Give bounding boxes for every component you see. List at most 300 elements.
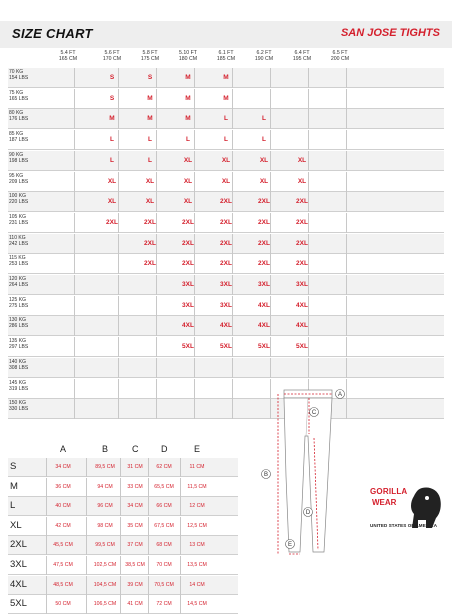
weight-lbs: 242 LBS: [9, 240, 29, 247]
weight-lbs: 264 LBS: [9, 282, 29, 288]
measurement-cell: 11,5 CM: [187, 483, 207, 490]
size-cell: XL: [145, 177, 155, 185]
measurement-cell: 45,5 CM: [53, 542, 73, 549]
size-cell: 4XL: [296, 301, 308, 309]
measurement-divider: [46, 595, 47, 614]
weight-kg: 115 KG: [9, 255, 26, 262]
size-cell: XL: [183, 198, 193, 206]
height-ft: 6.5 FT: [332, 50, 348, 56]
measurement-divider: [180, 517, 181, 536]
measurement-divider: [86, 536, 87, 555]
measurement-divider: [148, 517, 149, 536]
weight-kg: 85 KG: [9, 131, 24, 138]
weight-kg: 105 KG: [9, 213, 26, 220]
size-cell: 2XL: [106, 218, 118, 226]
size-cell: 2XL: [296, 198, 308, 206]
size-cell: L: [224, 136, 228, 144]
column-divider: [346, 213, 347, 233]
weight-label: [9, 214, 41, 226]
size-cell: XL: [297, 177, 307, 185]
measurement-header: D: [161, 444, 168, 454]
measurement-divider: [46, 556, 47, 575]
measurement-cell: 70 CM: [156, 562, 172, 568]
measurement-cell: 40 CM: [55, 503, 71, 510]
measurement-size: S: [10, 461, 17, 472]
size-cell: 4XL: [296, 322, 308, 330]
column-divider: [118, 296, 119, 316]
measurement-row: [8, 576, 238, 595]
measurement-divider: [148, 595, 149, 614]
column-divider: [194, 358, 195, 378]
size-cell: M: [223, 94, 229, 102]
diagram-label: D: [305, 510, 311, 517]
measurement-row: [8, 478, 238, 497]
weight-label: [9, 69, 41, 81]
table-row: [8, 275, 444, 295]
weight-kg: 110 KG: [9, 234, 26, 241]
column-divider: [194, 399, 195, 419]
height-ft: 6.4 FT: [294, 50, 310, 56]
measurement-divider: [46, 458, 47, 477]
measurement-divider: [86, 478, 87, 497]
page-title: SIZE CHART: [12, 26, 93, 41]
column-divider: [74, 337, 75, 357]
measurement-cell: 33 CM: [127, 483, 143, 490]
measurement-cell: 41 CM: [127, 601, 143, 608]
diagram-label: E: [287, 542, 293, 549]
measurement-divider: [148, 458, 149, 477]
size-cell: 2XL: [258, 218, 270, 226]
measurement-divider: [46, 536, 47, 555]
product-name: SAN JOSE TIGHTS: [340, 27, 440, 39]
measurement-cell: 65,5 CM: [154, 483, 174, 490]
weight-label: [9, 193, 41, 205]
measurement-cell: 50 CM: [55, 601, 71, 608]
logo-word-2: WEAR: [372, 498, 397, 507]
size-cell: 2XL: [182, 239, 194, 247]
column-divider: [156, 296, 157, 316]
weight-kg: 100 KG: [9, 193, 26, 200]
table-row: [8, 379, 444, 399]
measurement-cell: 34 CM: [127, 503, 143, 510]
measurement-cell: 62 CM: [156, 464, 172, 470]
table-row: [8, 68, 444, 88]
measurement-row: [8, 458, 238, 477]
size-cell: 5XL: [296, 343, 308, 351]
weight-kg: 130 KG: [9, 317, 26, 324]
weight-kg: 90 KG: [9, 151, 24, 158]
measurement-cell: 99,5 CM: [95, 542, 115, 549]
height-ft: 5.6 FT: [104, 50, 120, 56]
weight-lbs: 308 LBS: [9, 364, 29, 371]
column-divider: [74, 399, 75, 419]
measurement-header: C: [132, 444, 139, 454]
size-cell: L: [110, 156, 114, 164]
column-divider: [156, 379, 157, 399]
table-row: [8, 89, 444, 109]
size-cell: M: [147, 115, 153, 123]
size-cell: XL: [297, 156, 307, 164]
size-cell: 4XL: [258, 301, 270, 309]
measurement-cell: 37 CM: [127, 542, 143, 549]
measurement-cell: 66 CM: [156, 503, 172, 510]
size-cell: 2XL: [144, 260, 156, 268]
weight-lbs: 253 LBS: [9, 261, 29, 268]
measurement-divider: [46, 576, 47, 595]
size-cell: M: [185, 115, 191, 123]
column-divider: [118, 316, 119, 336]
table-row: [8, 192, 444, 212]
size-cell: S: [109, 74, 115, 81]
column-divider: [194, 379, 195, 399]
weight-label: [9, 255, 41, 267]
height-cm: 165 CM: [58, 56, 78, 62]
weight-label: [9, 400, 41, 412]
measurement-divider: [180, 478, 181, 497]
measurement-size: 4XL: [10, 578, 27, 590]
height-header: [244, 50, 284, 62]
weight-kg: 135 KG: [9, 338, 26, 345]
size-cell: M: [109, 115, 115, 123]
weight-lbs: 209 LBS: [9, 178, 29, 185]
weight-label: [9, 152, 41, 164]
measurement-row: [8, 517, 238, 536]
weight-label: [9, 317, 41, 329]
weight-label: [9, 297, 41, 309]
column-divider: [74, 316, 75, 336]
measurement-divider: [86, 576, 87, 595]
size-cell: 2XL: [296, 239, 308, 247]
measurement-cell: 13 CM: [189, 542, 205, 549]
size-cell: L: [262, 136, 266, 144]
column-divider: [308, 89, 309, 109]
measurement-divider: [148, 576, 149, 595]
column-divider: [346, 172, 347, 192]
size-cell: XL: [221, 177, 231, 185]
measurement-divider: [86, 556, 87, 575]
size-cell: 3XL: [258, 281, 270, 288]
measurement-size: 2XL: [10, 539, 27, 551]
column-divider: [232, 358, 233, 378]
measurement-header: E: [194, 444, 201, 454]
weight-lbs: 165 LBS: [9, 95, 29, 102]
measurement-cell: 14 CM: [189, 581, 205, 588]
height-ft: 6.1 FT: [218, 50, 234, 56]
size-cell: 2XL: [220, 218, 232, 226]
height-header: [130, 50, 170, 62]
column-divider: [118, 379, 119, 399]
measurement-cell: 35 CM: [127, 522, 143, 529]
size-cell: 5XL: [220, 343, 232, 351]
measurement-divider: [86, 517, 87, 536]
size-cell: 4XL: [258, 322, 270, 330]
size-cell: L: [148, 136, 152, 144]
measurement-row: [8, 536, 238, 555]
measurement-divider: [46, 478, 47, 497]
column-divider: [74, 89, 75, 109]
size-cell: XL: [183, 156, 193, 164]
measurement-cell: 98 CM: [97, 522, 113, 529]
size-cell: 2XL: [220, 239, 232, 247]
height-ft: 6.2 FT: [256, 50, 272, 56]
column-divider: [346, 358, 347, 378]
size-cell: M: [147, 94, 153, 102]
measurement-divider: [148, 478, 149, 497]
height-header: [282, 50, 322, 62]
measurement-divider: [86, 595, 87, 614]
measurement-cell: 12,5 CM: [187, 522, 207, 529]
table-row: [8, 130, 444, 150]
column-divider: [74, 68, 75, 88]
column-divider: [74, 172, 75, 192]
size-cell: L: [186, 136, 190, 144]
column-divider: [346, 192, 347, 212]
logo-subtitle: UNITED STATES OF AMERICA: [370, 523, 438, 528]
size-cell: 3XL: [296, 281, 308, 288]
table-row: [8, 172, 444, 192]
measurement-divider: [46, 497, 47, 516]
weight-kg: 140 KG: [9, 358, 26, 365]
size-cell: 5XL: [258, 343, 270, 351]
weight-kg: 70 KG: [9, 69, 24, 75]
measurement-divider: [46, 517, 47, 536]
column-divider: [346, 275, 347, 295]
table-row: [8, 399, 444, 419]
column-divider: [156, 358, 157, 378]
size-cell: XL: [221, 156, 231, 164]
height-cm: 190 CM: [254, 56, 274, 62]
measurement-headers: [8, 444, 238, 457]
table-row: [8, 234, 444, 254]
height-cm: 185 CM: [216, 56, 236, 62]
table-row: [8, 254, 444, 274]
column-divider: [346, 130, 347, 150]
table-row: [8, 213, 444, 233]
size-cell: L: [262, 115, 266, 123]
measurement-divider: [148, 556, 149, 575]
weight-label: [9, 173, 41, 185]
table-row: [8, 316, 444, 336]
height-cm: 200 CM: [330, 56, 350, 62]
column-divider: [346, 337, 347, 357]
measurement-header: A: [60, 444, 67, 454]
measurement-cell: 11 CM: [189, 464, 205, 470]
diagram-label: B: [263, 472, 269, 479]
measurement-cell: 48,5 CM: [53, 581, 73, 588]
measurement-size: 5XL: [10, 598, 27, 610]
column-divider: [118, 234, 119, 254]
size-cell: XL: [259, 156, 269, 164]
size-cell: 3XL: [182, 281, 194, 288]
size-cell: XL: [107, 177, 117, 185]
size-cell: 2XL: [144, 218, 156, 226]
measurement-cell: 67,5 CM: [154, 522, 174, 529]
size-cell: 2XL: [296, 260, 308, 268]
height-ft: 5.8 FT: [142, 50, 158, 56]
size-cell: 2XL: [144, 239, 156, 247]
column-divider: [74, 151, 75, 171]
logo-word-1: GORILLA: [370, 487, 408, 496]
weight-lbs: 297 LBS: [9, 344, 29, 351]
size-cell: XL: [145, 198, 155, 206]
column-divider: [308, 130, 309, 150]
table-row: [8, 296, 444, 316]
weight-kg: 80 KG: [9, 110, 24, 117]
weight-lbs: 198 LBS: [9, 157, 29, 164]
weight-kg: 95 KG: [9, 172, 24, 179]
weight-kg: 125 KG: [9, 296, 26, 303]
size-cell: 2XL: [182, 218, 194, 226]
column-divider: [156, 316, 157, 336]
height-header: [320, 50, 360, 62]
column-divider: [308, 358, 309, 378]
size-cell: L: [148, 156, 152, 164]
size-cell: XL: [183, 177, 193, 185]
weight-lbs: 220 LBS: [9, 199, 29, 206]
measurement-cell: 68 CM: [156, 542, 172, 549]
measurement-cell: 70,5 CM: [154, 581, 174, 588]
size-cell: 3XL: [182, 301, 194, 309]
measurement-row: [8, 497, 238, 516]
measurement-cell: 106,5 CM: [93, 601, 117, 608]
measurement-divider: [148, 536, 149, 555]
weight-label: [9, 380, 41, 392]
column-divider: [118, 275, 119, 295]
size-cell: XL: [259, 177, 269, 185]
measurement-size: 3XL: [10, 559, 27, 570]
measurement-row: [8, 556, 238, 575]
measurement-cell: 102,5 CM: [93, 562, 117, 568]
measurement-cell: 72 CM: [156, 601, 172, 608]
weight-lbs: 187 LBS: [9, 137, 29, 144]
measurement-cell: 39 CM: [127, 581, 143, 588]
weight-label: [9, 131, 41, 143]
weight-kg: 120 KG: [9, 276, 26, 282]
column-divider: [232, 399, 233, 419]
weight-lbs: 319 LBS: [9, 385, 29, 392]
column-divider: [346, 68, 347, 88]
column-divider: [74, 275, 75, 295]
column-divider: [74, 213, 75, 233]
measurement-cell: 104,5 CM: [93, 581, 117, 588]
tights-outline: [284, 398, 332, 552]
column-divider: [156, 275, 157, 295]
column-divider: [346, 254, 347, 274]
size-cell: XL: [107, 198, 117, 206]
measurement-divider: [180, 556, 181, 575]
column-divider: [346, 89, 347, 109]
measurement-divider: [86, 458, 87, 477]
weight-label: [9, 90, 41, 102]
height-cm: 175 CM: [140, 56, 160, 62]
height-header: [92, 50, 132, 62]
column-divider: [308, 109, 309, 129]
weight-lbs: 275 LBS: [9, 302, 29, 309]
column-divider: [74, 358, 75, 378]
size-cell: M: [185, 94, 191, 102]
size-cell: S: [109, 94, 115, 102]
height-header: [48, 50, 88, 62]
height-cm: 170 CM: [102, 56, 122, 62]
column-divider: [118, 358, 119, 378]
height-header: [206, 50, 246, 62]
column-divider: [232, 379, 233, 399]
measurement-cell: 13,5 CM: [187, 562, 207, 568]
tights-diagram: [256, 386, 356, 562]
size-cell: L: [224, 115, 228, 123]
size-cell: S: [147, 74, 153, 81]
size-cell: M: [185, 74, 191, 81]
measurement-cell: 42 CM: [55, 522, 71, 529]
measurement-cell: 94 CM: [97, 483, 113, 490]
measurement-cell: 38,5 CM: [125, 562, 145, 568]
table-row: [8, 109, 444, 129]
column-divider: [346, 151, 347, 171]
size-cell: 2XL: [258, 260, 270, 268]
measurement-cell: 36 CM: [55, 483, 71, 490]
size-cell: L: [110, 136, 114, 144]
column-divider: [156, 399, 157, 419]
column-divider: [74, 109, 75, 129]
height-ft: 5.10 FT: [179, 50, 197, 56]
height-cm: 195 CM: [292, 56, 312, 62]
height-ft: 5.4 FT: [60, 50, 76, 56]
size-cell: 2XL: [220, 198, 232, 206]
weight-label: [9, 338, 41, 350]
column-divider: [346, 109, 347, 129]
weight-lbs: 286 LBS: [9, 323, 29, 330]
measurement-divider: [180, 576, 181, 595]
column-divider: [308, 68, 309, 88]
weight-label: [9, 110, 41, 122]
column-divider: [118, 399, 119, 419]
height-header: [168, 50, 208, 62]
weight-kg: 150 KG: [9, 400, 26, 407]
size-cell: 2XL: [182, 260, 194, 268]
column-divider: [74, 192, 75, 212]
measurement-row: [8, 595, 238, 614]
measurement-size: XL: [10, 519, 22, 531]
column-divider: [156, 337, 157, 357]
size-cell: 3XL: [220, 301, 232, 309]
size-cell: 2XL: [258, 239, 270, 247]
weight-lbs: 330 LBS: [9, 406, 29, 413]
column-divider: [346, 234, 347, 254]
measurement-divider: [180, 497, 181, 516]
measurement-size: L: [10, 500, 16, 512]
measurement-divider: [180, 536, 181, 555]
weight-label: [9, 359, 41, 371]
measurement-divider: [86, 497, 87, 516]
weight-label: [9, 276, 41, 288]
size-cell: 2XL: [296, 218, 308, 226]
size-cell: 2XL: [220, 260, 232, 268]
table-row: [8, 151, 444, 171]
measurement-header: B: [102, 444, 109, 454]
column-divider: [346, 316, 347, 336]
size-cell: 4XL: [220, 322, 232, 330]
measurement-cell: 31 CM: [127, 464, 143, 470]
column-divider: [346, 296, 347, 316]
weight-lbs: 231 LBS: [9, 219, 29, 226]
diagram-label: C: [311, 410, 317, 417]
measurement-divider: [180, 458, 181, 477]
weight-kg: 145 KG: [9, 379, 26, 386]
column-divider: [74, 254, 75, 274]
measurement-cell: 14,5 CM: [187, 601, 207, 608]
size-cell: M: [223, 74, 229, 81]
table-row: [8, 358, 444, 378]
